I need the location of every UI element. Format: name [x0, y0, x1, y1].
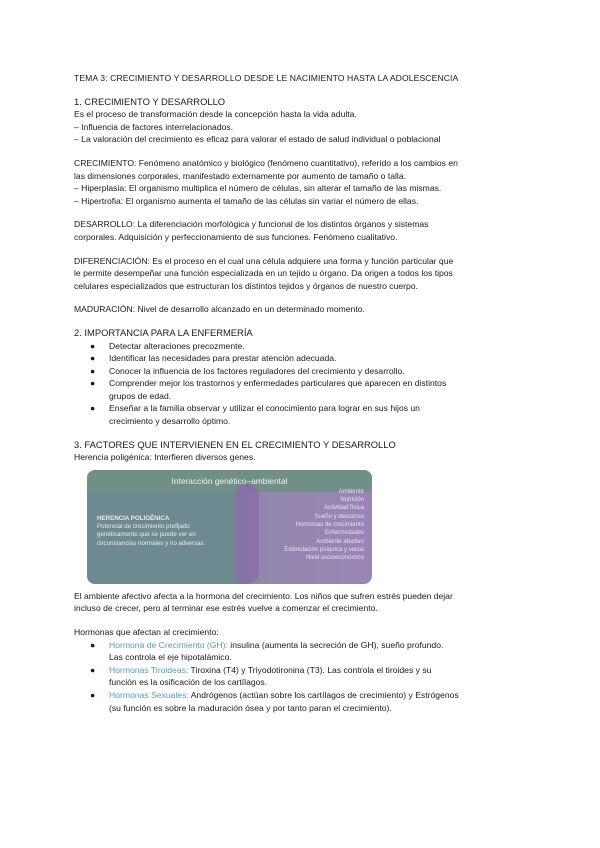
list-item: ● Conocer la influencia de los factores reguladores del crecimiento y desarrollo.	[90, 365, 405, 376]
hormone-name: Hormona de Crecimiento (GH):	[109, 639, 228, 650]
list-item: ● Hormona de Crecimiento (GH): insulina (aumenta la secreción de GH), sueño profundo. Las controla el eje hipotalámico.	[90, 639, 444, 663]
diagram-right-line: Nutrición	[340, 497, 364, 504]
bullet-icon: ●	[90, 639, 96, 650]
bullet-icon: ●	[90, 690, 96, 700]
diagram-title: Interacción genético–ambiental	[171, 475, 288, 486]
diagram-right-line: Actividad física	[323, 505, 364, 512]
ambiente-line: El ambiente afectivo afecta a la hormona del crecimiento. Los niños que sufren estrés pueden dejar	[74, 590, 453, 601]
diagram-right-line: Ambiente afectivo	[316, 538, 364, 545]
diagram-right-line: Estimulación psíquica y social	[284, 546, 364, 553]
maduracion-line: MADURACIÓN: Nivel de desarrollo alcanzado en un determinado momento.	[74, 304, 365, 315]
list-item: ● Identificar las necesidades para prestar atención adecuada.	[90, 353, 337, 364]
section-2-heading: 2. IMPORTANCIA PARA LA ENFERMERÍA	[74, 326, 253, 338]
crecimiento-line: las dimensiones corporales, manifestado externamente por aumento de tamaño o talla.	[74, 170, 407, 181]
crecimiento-line: – Hipertrofia: El organismo aumenta el tamaño de las células sin variar el número de ellas.	[74, 195, 419, 206]
bullet-icon: ●	[90, 378, 96, 389]
bullet-icon: ●	[90, 353, 96, 364]
bullet-icon: ●	[90, 340, 96, 351]
hormone-name: Hormonas Tiroideas:	[109, 664, 189, 675]
diagram-left-text	[97, 515, 205, 548]
ambiente-line: incluso de crecer, pero al terminar ese estrés vuelve a comenzar el crecimiento.	[74, 603, 378, 614]
list-item: ● Hormonas Sexuales: Andrógenos (actúan sobre los cartílagos de crecimiento) y Estrógenos (su función es sobre la maduración ósea y por tanto paran el crecimiento).	[90, 690, 459, 713]
diagram-left-line: circunstancias normales y no adversas.	[97, 539, 206, 547]
diagram-right-text	[284, 488, 364, 563]
diagram-left-title: HERENCIA POLIGÉNICA	[97, 514, 170, 522]
document-title: TEMA 3: CRECIMIENTO Y DESARROLLO DESDE LE NACIMIENTO HASTA LA ADOLESCENCIA	[74, 73, 459, 83]
section-3-heading: 3. FACTORES QUE INTERVIENEN EN EL CRECIMIENTO Y DESARROLLO	[74, 438, 396, 450]
diagram-left-line: genéticamente que se puede ver en	[97, 531, 196, 539]
hormonas-heading: Hormonas que afectan al crecimiento:	[74, 627, 219, 638]
diagram-right-line: Sueño y descanso	[314, 513, 364, 520]
list-item: ● Comprender mejor los trastornos y enfermedades particulares que aparecen en distintos grupos de edad.	[90, 378, 447, 401]
crecimiento-line: CRECIMIENTO: Fenómeno anatómico y biológico (fenómeno cuantitativo), referido a los cambios en	[74, 157, 458, 168]
section-1-heading: 1. CRECIMIENTO Y DESARROLLO	[74, 95, 226, 107]
paragraph-line: – Influencia de factores interrelacionados.	[74, 121, 234, 132]
list-item: ● Enseñar a la familia observar y utilizar el conocimiento para lograr en sus hijos un crecimiento y desarrollo óptimo.	[90, 403, 420, 427]
diferenciacion-line: celulares especializados que estructuran los distintos tejidos y órganos de nuestro cuerpo.	[74, 280, 418, 291]
document-page	[74, 72, 534, 714]
diferenciacion-line: DIFERENCIACIÓN: Es el proceso en el cual una célula adquiere una forma y función particular que	[74, 255, 454, 266]
diferenciacion-line: le permite desempeñar una función especializada en un tejido u órgano. Da origen a todos los tipos	[74, 268, 453, 279]
desarrollo-line: DESARROLLO: La diferenciación morfológica y funcional de los distintos órganos y sistemas	[74, 219, 429, 230]
enfermeria-list	[74, 340, 534, 428]
interaction-diagram	[87, 470, 372, 584]
list-item: ● Hormonas Tiroideas: Tiroxina (T4) y Triyodotironina (T3). Las controla el tiroides y su función es la osificación de los cartílagos.	[90, 664, 432, 688]
diagram-right-line: Enfermedades	[324, 530, 364, 537]
diagram-left-line: Potencial de crecimiento prefijado	[97, 523, 190, 531]
diagram-overlap-ring	[235, 484, 259, 584]
bullet-icon: ●	[90, 365, 96, 376]
diagram-right-line: Ambiente	[338, 488, 364, 495]
hormone-name: Hormonas Sexuales:	[109, 690, 189, 700]
crecimiento-line: – Hiperplasia: El organismo multiplica el número de células, sin alterar el tamaño de las mismas.	[74, 183, 442, 194]
list-item: ● Detectar alteraciones precozmente.	[90, 340, 245, 351]
diagram-right-line: Hormonas de crecimiento	[295, 522, 364, 529]
hormonas-list	[74, 639, 534, 715]
desarrollo-line: corporales. Adquisición y perfeccionamiento de sus funciones. Fenómeno cualitativo.	[74, 231, 398, 242]
paragraph-line: – La valoración del crecimiento es eficaz para valorar el estado de salud individual o poblacional	[74, 134, 441, 145]
bullet-icon: ●	[90, 664, 96, 675]
herencia-line: Herencia poligénica: Interfieren diversos genes.	[74, 452, 256, 463]
diagram-right-line: Nivel socioeconómico	[305, 555, 364, 562]
paragraph-line: Es el proceso de transformación desde la concepción hasta la vida adulta.	[74, 109, 357, 120]
bullet-icon: ●	[90, 403, 96, 414]
